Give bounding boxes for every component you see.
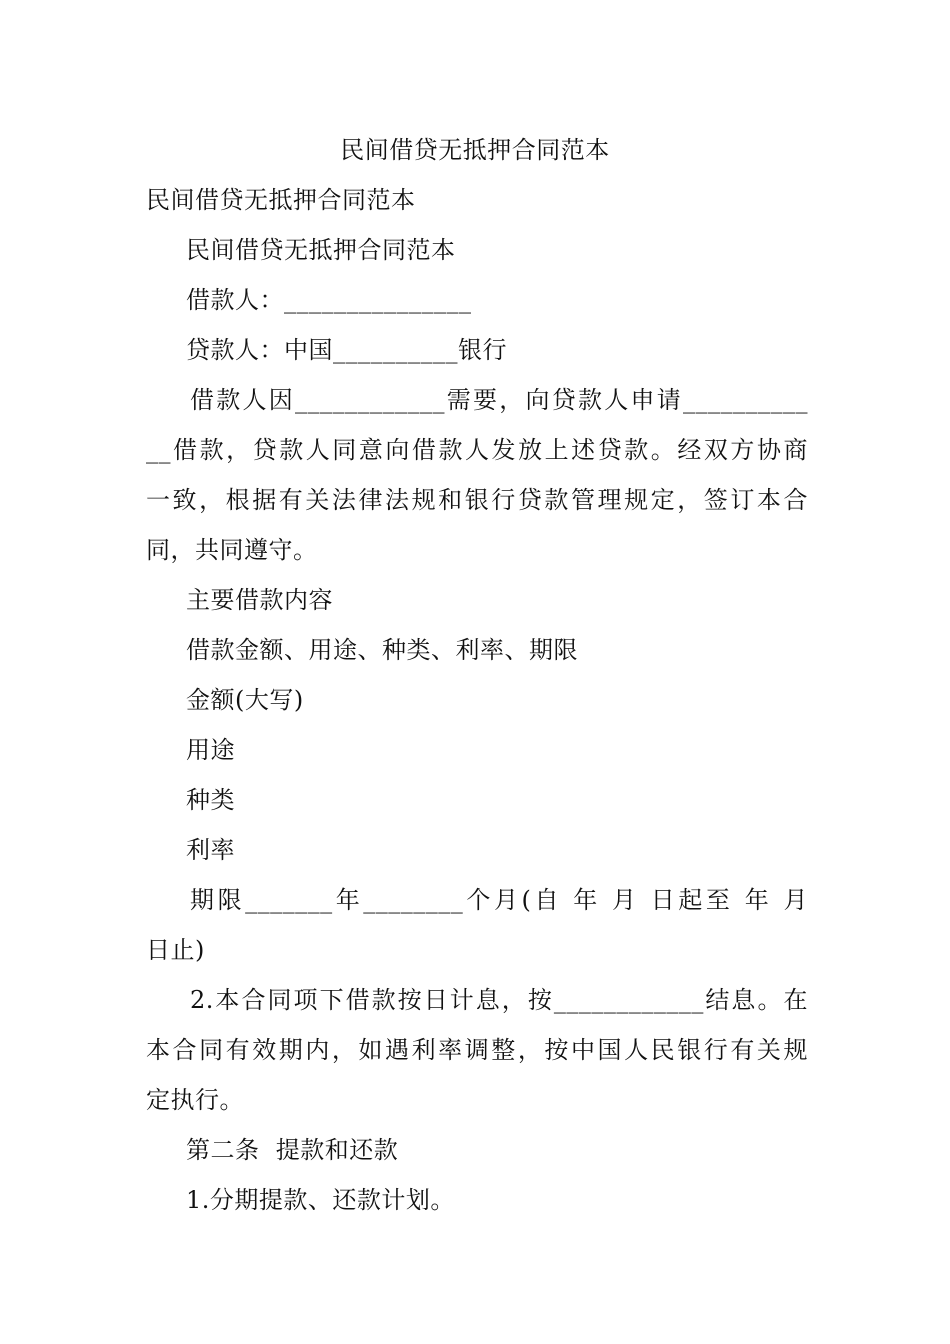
paragraph-line: __借款，贷款人同意向借款人发放上述贷款。经双方协商 xyxy=(146,436,808,464)
purpose-line: 用途 xyxy=(186,736,235,764)
type-line: 种类 xyxy=(186,786,235,814)
paragraph-line: 同，共同遵守。 xyxy=(146,536,318,564)
paragraph-line: 一致，根据有关法律法规和银行贷款管理规定，签订本合 xyxy=(146,486,808,514)
loan-items-line: 借款金额、用途、种类、利率、期限 xyxy=(186,636,578,664)
article-item: 1.分期提款、还款计划。 xyxy=(186,1186,455,1214)
rate-line: 利率 xyxy=(186,836,235,864)
term-line-end: 日止) xyxy=(146,936,205,964)
lender-line: 贷款人：中国__________银行 xyxy=(186,336,507,364)
borrower-line: 借款人：_______________ xyxy=(186,286,472,314)
clause-line: 2.本合同项下借款按日计息，按____________结息。在 xyxy=(190,986,808,1014)
subheading-line: 民间借贷无抵押合同范本 xyxy=(186,236,456,264)
clause-line: 定执行。 xyxy=(146,1086,244,1114)
section-heading: 主要借款内容 xyxy=(186,586,333,614)
amount-line: 金额(大写) xyxy=(186,686,304,714)
heading-line: 民间借贷无抵押合同范本 xyxy=(146,186,416,214)
paragraph-line: 借款人因____________需要，向贷款人申请__________ xyxy=(190,386,808,414)
clause-line: 本合同有效期内，如遇利率调整，按中国人民银行有关规 xyxy=(146,1036,808,1064)
article-heading: 第二条 提款和还款 xyxy=(186,1136,399,1164)
term-line: 期限_______年________个月(自 年 月 日起至 年 月 xyxy=(190,886,808,914)
document-title: 民间借贷无抵押合同范本 xyxy=(340,136,610,164)
